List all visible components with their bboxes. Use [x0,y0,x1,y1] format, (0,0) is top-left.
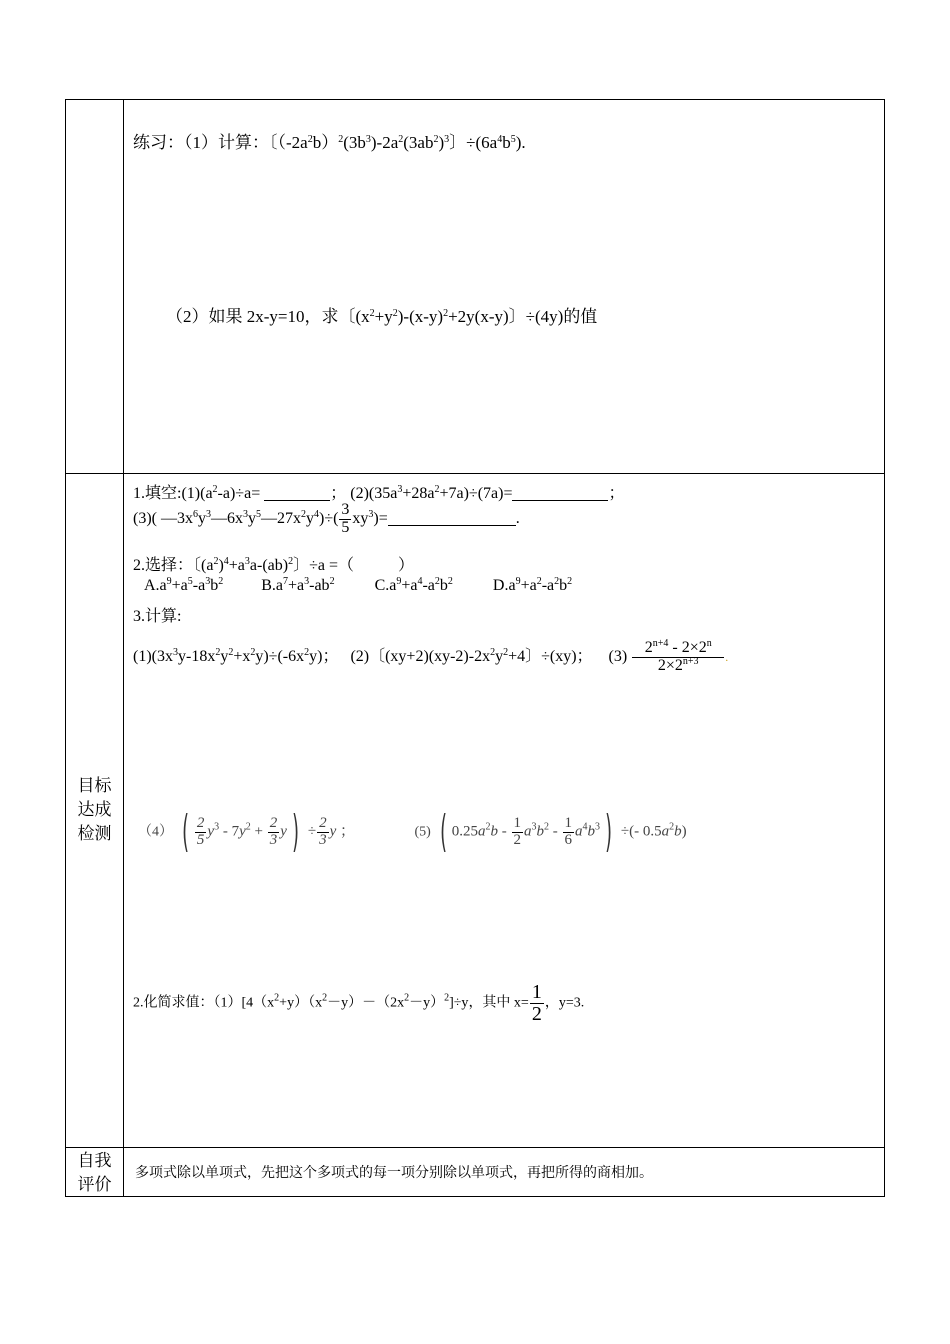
practice-q2-intro: （2）如果 2x-y=10，求 [166,307,339,326]
practice-q2: （2）如果 2x-y=10，求〔$(x^2+y^2)-(x-y)^2+2y(x-y)$〕÷(4y)的值 [166,307,598,326]
label-line: 达成 [77,800,112,819]
left-paren: ( [181,806,189,857]
fraction-1-2: $\frac{1}{2}$ [531,981,542,1025]
choice-heading: 2.选择： [133,557,194,574]
label-self-eval [66,1149,123,1197]
period: . [725,649,729,664]
fill-q1-prefix: (1)(a [181,485,213,502]
label-line: 检测 [77,824,112,843]
worksheet-table [65,99,885,1197]
calc-line-2: （4） ( $\frac{2}{5}$ $y^3 - 7y^2$ + $\frac{2}{3}$ y ) ÷ $\frac{2}{3}$ y ； (5) ( $0.25a^2b$ - $\frac{1}{2}$ $a^3b^2$ - $\frac{1}{6}$ $a^4b^3$ ) ÷(- $0.5a^2b$) [138,806,687,857]
calc-line-1: $(1)(3x^3y-18x^2y^2+x^2y)\div(-6x^2y)$； (2)〔$(xy+2)(xy-2)-2x^2y^2+4$〕÷(xy)； (3) $\frac{2^{n+4} - 2\times 2^n}{2\times 2^{n+3}}$ . [133,638,729,674]
answer-blank[interactable] [388,509,516,526]
fraction: $\frac{2}{3}$ [269,814,278,848]
self-eval-text: 多项式除以单项式，先把这个多项式的每一项分别除以单项式，再把所得的商相加。 [135,1166,653,1181]
separator: ； [608,485,625,502]
column-divider [123,100,124,1196]
practice-q2-tail: 的值 [563,307,598,326]
fraction-3-5: $\frac{3}{5}$ [341,501,350,536]
fill-heading: 1.填空: [133,485,182,502]
fraction: $\frac{1}{2}$ [513,814,521,848]
label-line: 评价 [77,1175,112,1194]
simplify-y-value: ，y=3. [544,995,585,1011]
fill-q3-prefix: (3)( [133,509,157,527]
q4-label: （4） [138,824,173,840]
fraction: $\frac{1}{6}$ [564,814,572,848]
fraction: $\frac{2}{3}$ [319,814,327,848]
simplify-condition: ，其中 x= [468,995,529,1011]
separator: ； [330,485,347,502]
row-divider-2 [66,1147,884,1148]
simplify-heading: 2.化简求值： [133,995,214,1011]
choice-question: 2.选择：〔$(a^2)^4+a^3a-(ab)^2$〕÷a =（ ） [133,556,415,574]
label-line: 目标 [77,776,112,795]
period: . [515,509,520,527]
label-line: 自我 [77,1151,112,1170]
fraction: $\frac{2}{5}$ [196,814,205,848]
practice-q1: 练习：（1）计算：〔$(-2a^2b)^2(3b^3)-2a^2(3ab^2)^3$〕$\div(6a^4b^5)$. [133,133,526,152]
option-d[interactable]: $D.a^9+a^2-a^2b^2$ [492,576,573,594]
right-paren: ) [292,806,299,857]
row-divider-1 [66,473,884,474]
option-b[interactable]: $B.a^7+a^3-ab^2$ [261,576,335,594]
q5-label: (5) [414,824,431,840]
answer-blank[interactable] [264,484,330,501]
option-c[interactable]: $C.a^9+a^4-a^2b^2$ [374,576,453,594]
left-paren: ( [439,806,447,857]
right-paren: ) [605,806,613,857]
calc-heading: 3.计算: [133,608,182,625]
fill-line-2: (3)( $—3x^6y^3—6x^3y^5—27x^2y^4)\div$( $\frac{3}{5}$ $xy^3)=$ . [133,501,520,536]
fill-q2-prefix: (2)(35a [350,485,398,502]
practice-intro: 练习：（1）计算： [133,133,269,152]
label-target-check [66,774,123,846]
simplify-question: 2.化简求值：$(1)[4(x^2+y)(x^2-y)-(2x^2-y)^2]\div y$，其中 x= $\frac{1}{2}$ ，y=3. [133,981,585,1025]
answer-blank[interactable] [512,484,608,501]
option-a[interactable]: $A.a^9+a^5-a^3b^2$ [144,576,224,594]
fill-line-1: 1.填空$:(1)(a^2-a)\div a=$ ； $(2)(35a^3+28a^2+7a)\div(7a)=$ ； [133,484,625,502]
fraction-power-expr: $\frac{2^{n+4} - 2\times 2^n}{2\times 2^{n+3}}$ [632,640,724,675]
choice-options [144,577,572,595]
